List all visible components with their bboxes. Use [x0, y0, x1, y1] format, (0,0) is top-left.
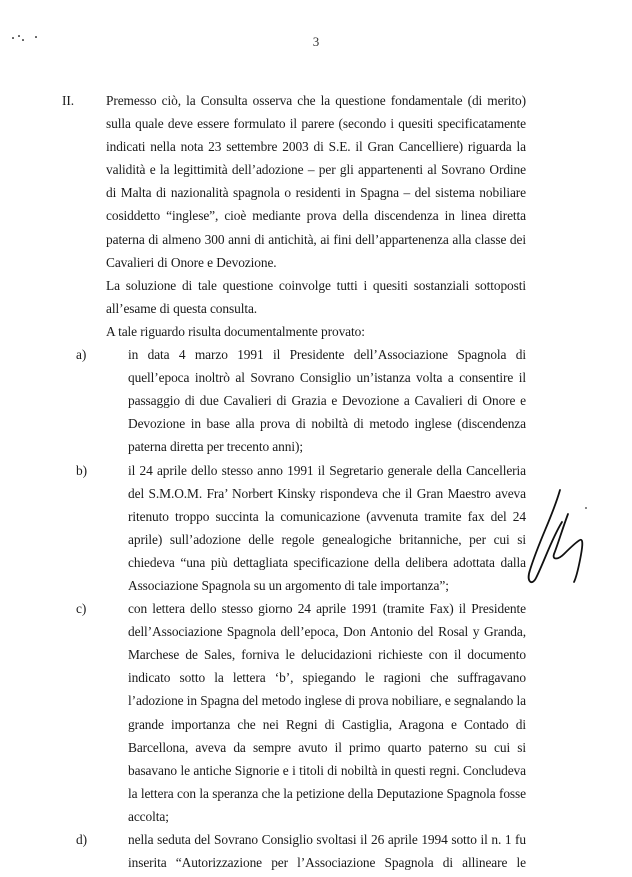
section-paragraph-2: La soluzione di tale questione coinvolge tutti i quesiti sostanziali sottoposti all’esame di questa consulta.	[106, 277, 526, 316]
signature-initials-icon	[522, 478, 602, 588]
section-marker: II.	[62, 93, 74, 108]
list-item-a	[74, 343, 526, 458]
list-item-text: nella seduta del Sovrano Consiglio svoltasi il 26 aprile 1994 sotto il n. 1 fu inserita “Autorizzazione per l’Associazione Spagnola di allineare le	[128, 832, 526, 871]
list-item-b	[74, 459, 526, 598]
list-item-text: con lettera dello stesso giorno 24 aprile 1991 (tramite Fax) il Presidente dell’Associazione Spagnola dell’epoca, Don Antonio del Rosal y Granda, Marchese de Sales, forniva le delucidazioni richieste con il documento indicato sotto la lettera ‘b’, spiegando le ragioni che suffragavano l’adozione in Spagna del metodo inglese di prova nobiliare, e segnalando la grande importanza che nei Regni di Castiglia, Aragona e Contado di Barcellona, aveva da sempre avuto il primo quarto paterno su cui si basavano le antiche Signorie e i titoli di nobiltà in questi regni. Concludeva la lettera con la speranza che la petizione della Deputazione Spagnola fosse accolta;	[128, 601, 526, 824]
section-ii	[62, 89, 526, 274]
section-paragraph: Premesso ciò, la Consulta osserva che la questione fondamentale (di merito) sulla quale deve essere formulato il parere (secondo i quesiti specificatamente indicati nella nota 23 settembre 2003 di S.E. il Gran Cancelliere) riguarda la validità e la legittimità dell’adozione – per gli appartenenti al Sovrano Ordine di Malta di nazionalità spagnola o residenti in Spagna – del sistema nobiliare cosiddetto “inglese”, cioè mediante prova della discendenza in linea diretta paterna di almeno 300 anni di antichità, ai fini dell’appartenenza alla classe dei Cavalieri di Onore e Devozione.	[106, 93, 526, 270]
list-item-d	[74, 828, 526, 874]
list-item-text: in data 4 marzo 1991 il Presidente dell’Associazione Spagnola di quell’epoca inoltrò al Sovrano Consiglio un’istanza volta a consentire il passaggio di due Cavalieri di Grazia e Devozione a Cavalieri di Onore e Devozione in base alla prova di nobiltà di metodo inglese (discendenza paterna diretta per trecento anni);	[128, 347, 526, 455]
list-marker: d)	[76, 832, 87, 847]
list-item-c	[74, 597, 526, 828]
page-number: 3	[312, 34, 320, 49]
list-marker: a)	[76, 347, 87, 363]
list-item-text: il 24 aprile dello stesso anno 1991 il Segretario generale della Cancelleria del S.M.O.M. Fra’ Norbert Kinsky rispondeva che il Gran Maestro aveva ritenuto troppo succinta la comunicazione (avvenuta tramite fax del 24 aprile) sull’adozione delle regole genealogiche britanniche, per cui si chiedeva “una più dettagliata specificazione della delibera adottata dalla Associazione Spagnola su un argomento di tale importanza”;	[128, 462, 526, 593]
list-marker: c)	[76, 601, 87, 617]
section-intro: A tale riguardo risulta documentalmente provato:	[106, 323, 365, 339]
list-marker: b)	[76, 462, 87, 478]
document-body	[62, 89, 526, 874]
